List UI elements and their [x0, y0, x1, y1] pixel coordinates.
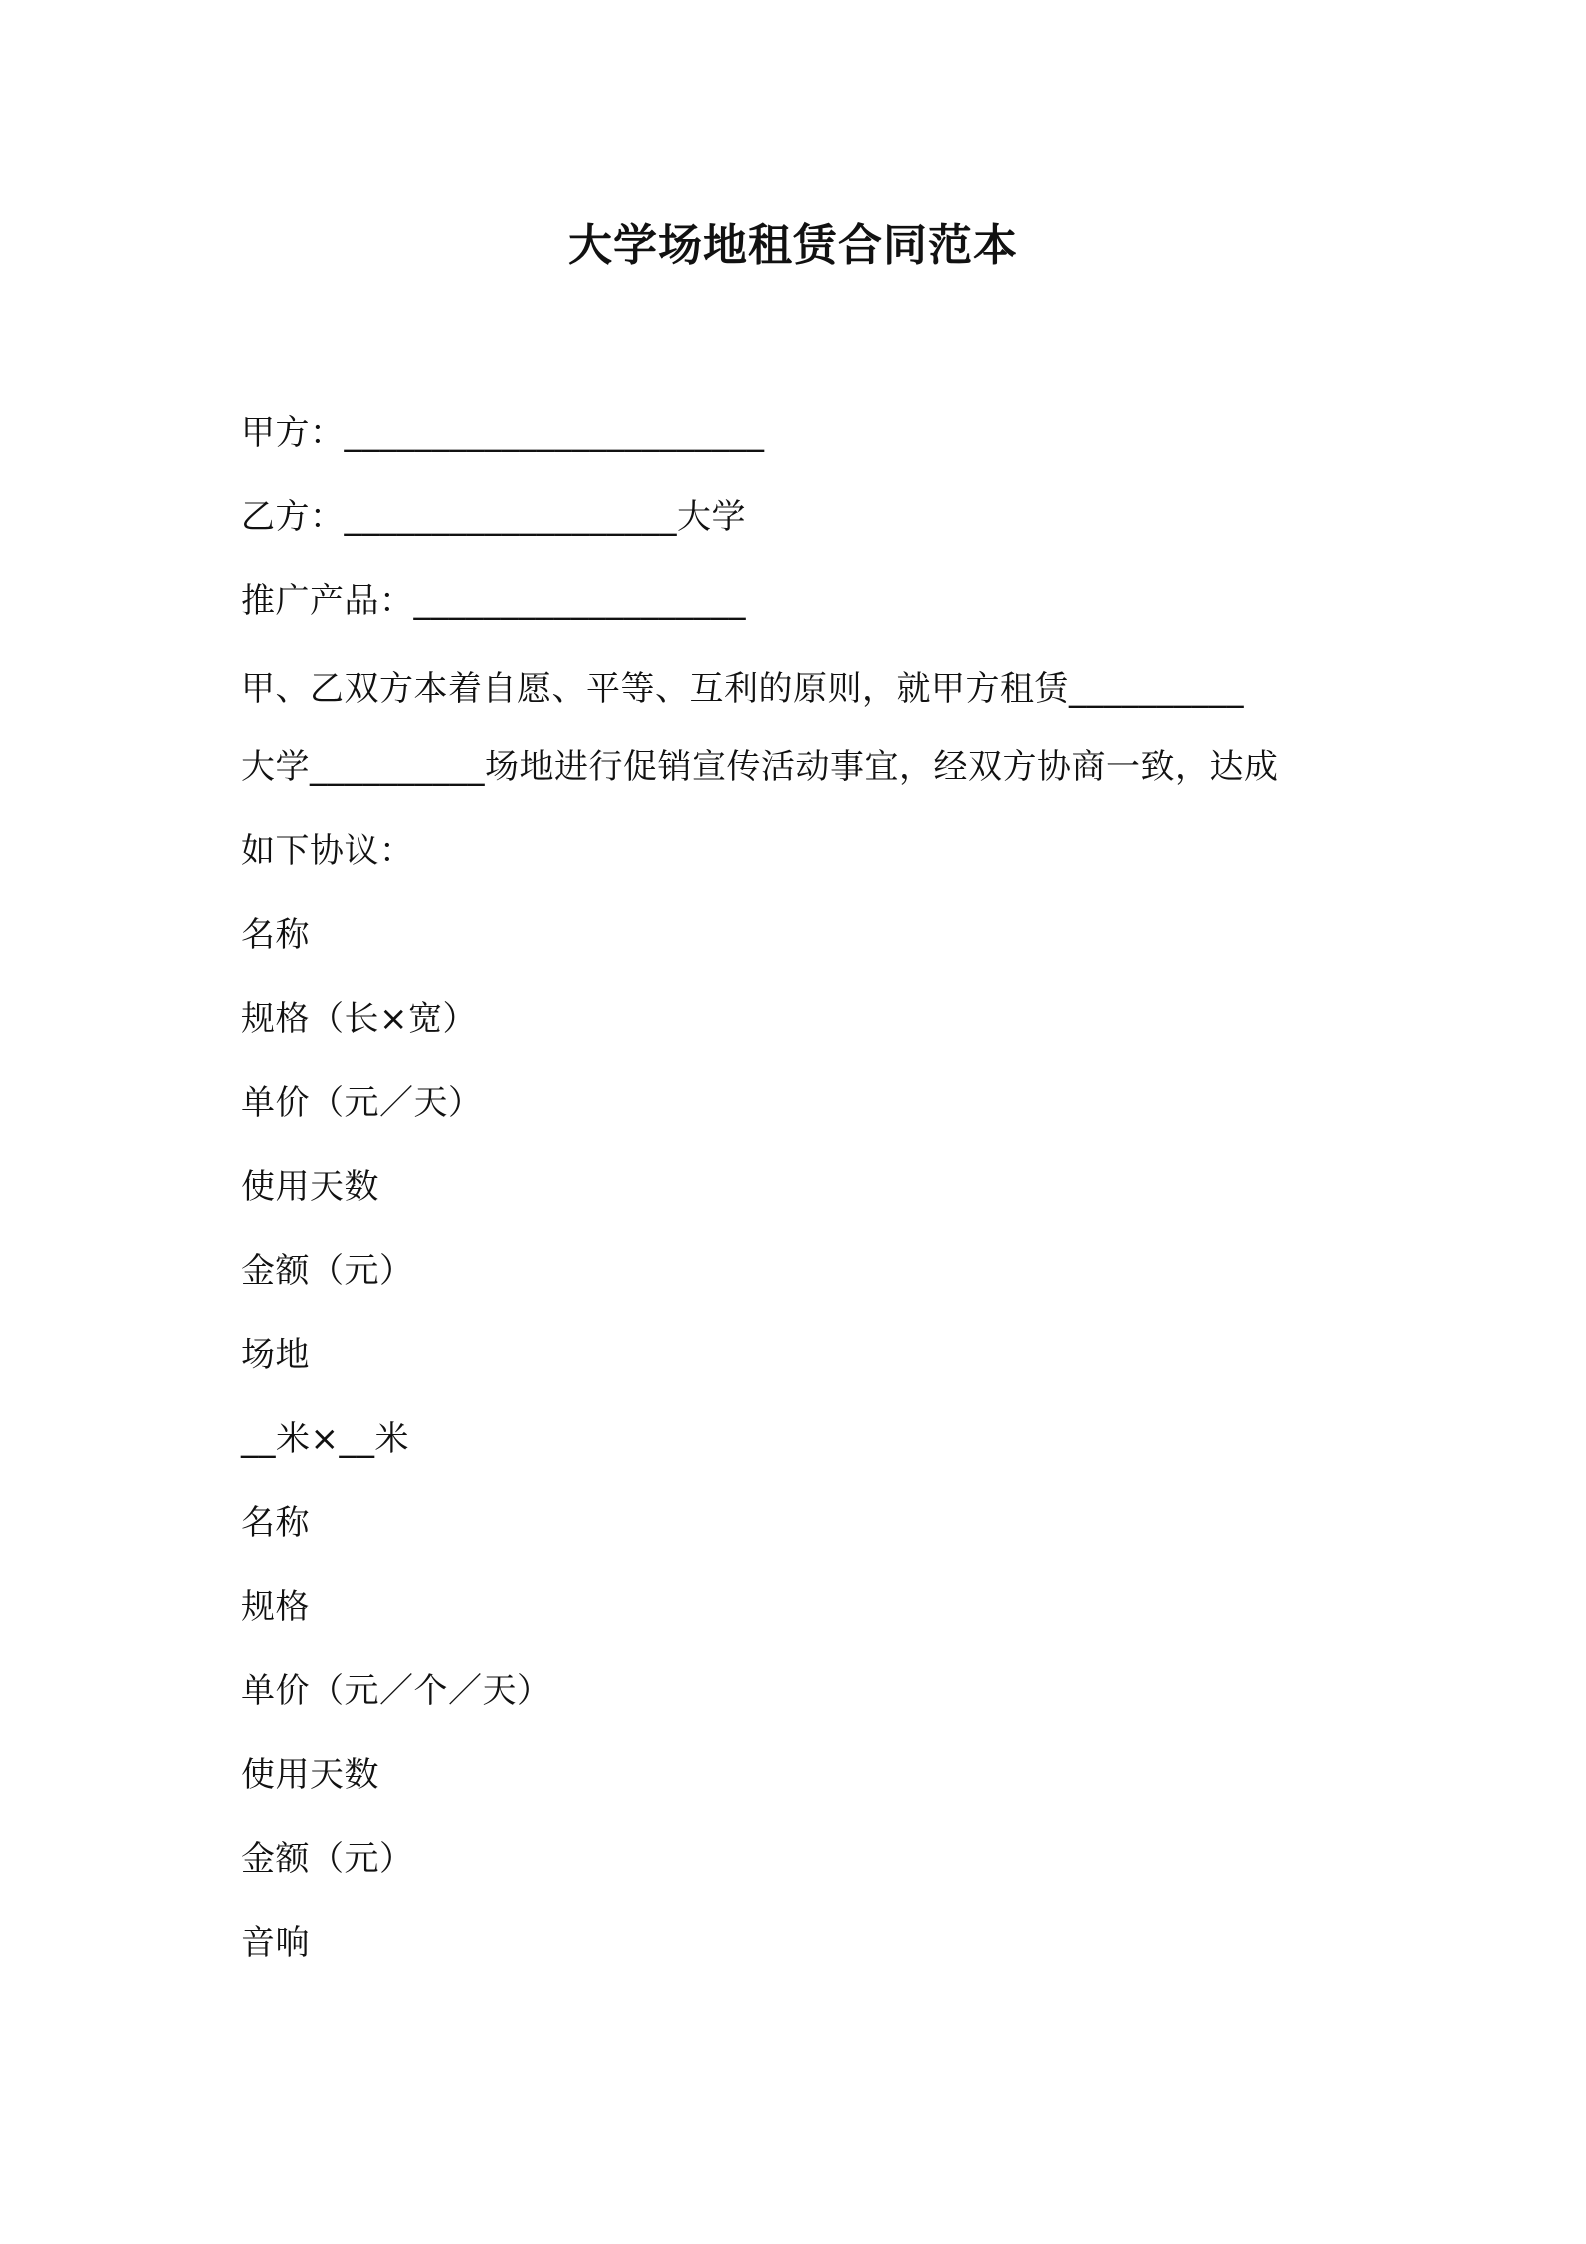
- party-b-line: 乙方：___________________大学: [241, 497, 746, 537]
- agreement-paragraph-line-3: 如下协议：: [241, 831, 414, 871]
- list-item: 单价（元／个／天）: [241, 1671, 552, 1711]
- list-item: 使用天数: [241, 1755, 379, 1795]
- product-line: 推广产品：___________________: [241, 581, 746, 621]
- party-a-line: 甲方：________________________: [241, 413, 765, 453]
- list-item: 单价（元／天）: [241, 1083, 483, 1123]
- list-item: __米×__米: [241, 1419, 409, 1459]
- list-item: 音响: [241, 1923, 310, 1963]
- list-item: 使用天数: [241, 1167, 379, 1207]
- list-item: 名称: [241, 1503, 310, 1543]
- document-title: 大学场地租赁合同范本: [568, 220, 1018, 271]
- list-item: 金额（元）: [241, 1839, 414, 1879]
- agreement-paragraph-line-1: 甲、乙双方本着自愿、平等、互利的原则，就甲方租赁__________: [241, 669, 1244, 709]
- list-item: 规格: [241, 1587, 310, 1627]
- list-item: 名称: [241, 915, 310, 955]
- agreement-paragraph-line-2: 大学__________场地进行促销宣传活动事宜，经双方协商一致，达成: [241, 747, 1279, 787]
- list-item: 金额（元）: [241, 1251, 414, 1291]
- list-item: 场地: [241, 1335, 310, 1375]
- list-item: 规格（长×宽）: [241, 999, 477, 1039]
